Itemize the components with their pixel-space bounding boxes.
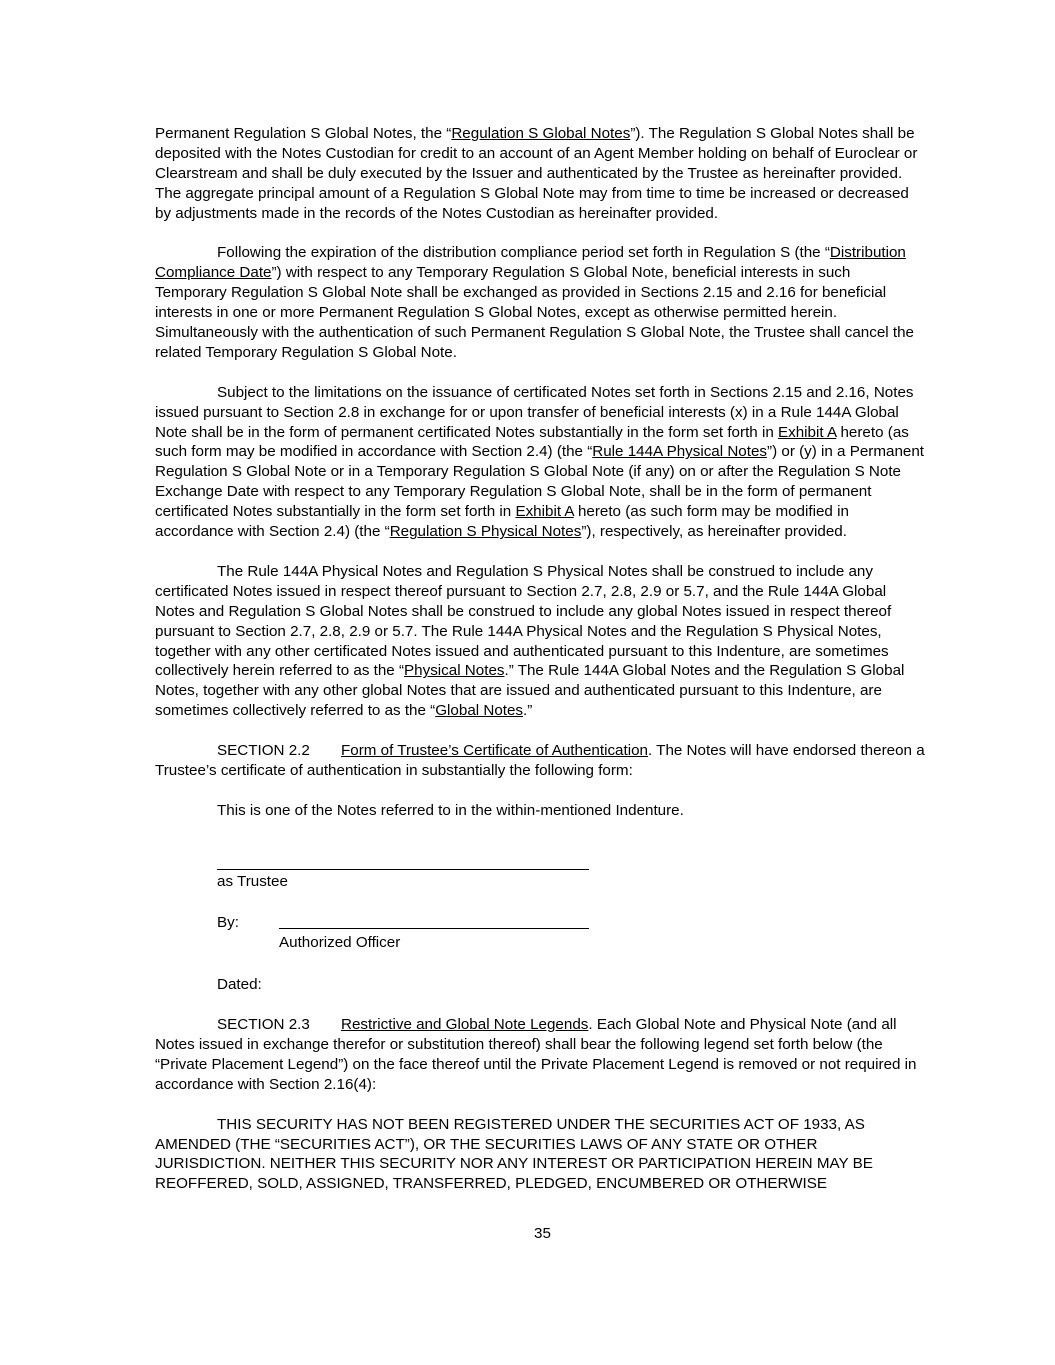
trustee-signature-line: [217, 869, 589, 870]
text-run: Permanent Regulation S Global Notes, the “: [155, 125, 452, 142]
section-number: SECTION 2.3: [217, 1016, 310, 1034]
text-run: . The Notes will have endorsed thereon a Trustee’s certificate of authentication in substantially the following form:: [155, 742, 925, 779]
section-title: Form of Trustee’s Certificate of Authentication: [341, 742, 648, 760]
section-2-3: [155, 1015, 925, 1095]
section-title: Restrictive and Global Note Legends: [341, 1016, 589, 1034]
defined-term-global-notes: Global Notes: [435, 702, 524, 720]
by-signature-row: [217, 913, 925, 933]
text-run: ”). The Regulation S Global Notes shall be deposited with the Notes Custodian for credit to an account of an Agent Member holding on behalf of Euroclear or Clearstream and shall be duly executed by the Issuer and authenticated by the Trustee as hereinafter provided. The aggregate principal amount of a Regulation S Global Note may from time to time be increased or decreased by adjustments made in the records of the Notes Custodian as hereinafter provided.: [155, 125, 918, 222]
document-page: [155, 124, 925, 1194]
spacer: [155, 841, 925, 869]
text-run: Subject to the limitations on the issuance of certificated Notes set forth in Sections 2.15 and 2.16, Notes issued pursuant to Section 2.8 in exchange for or upon transfer of beneficial interests (x) in a Rule 144A Global Note shall be in the form of permanent certificated Notes substantially in the form set forth in: [155, 383, 914, 441]
text-run: Following the expiration of the distribution compliance period set forth in Regulation S (the “: [217, 244, 830, 262]
text-run: hereto (as such form may be modified in accordance with Section 2.4) (the “: [155, 423, 909, 461]
section-2-2: [155, 741, 925, 781]
defined-term-rule-144a-physical-notes: Rule 144A Physical Notes: [592, 443, 768, 461]
page-number: 35: [534, 1225, 551, 1242]
authorized-officer-label: Authorized Officer: [279, 934, 401, 952]
defined-term-physical-notes: Physical Notes: [404, 662, 505, 680]
paragraph-distribution-compliance: [155, 243, 925, 362]
as-trustee-label: as Trustee: [217, 872, 288, 890]
officer-signature-line: [279, 928, 589, 929]
spacer: [155, 891, 925, 913]
certificate-statement: This is one of the Notes referred to in the within-mentioned Indenture.: [217, 801, 684, 819]
paragraph-regulation-s-global-notes: [155, 124, 925, 224]
text-run: .”: [523, 702, 533, 720]
text-run: ”) or (y) in a Permanent Regulation S Global Note or in a Temporary Regulation S Global Note (if any) on or after the Regulation S Note Exchange Date with respect to any Temporary Regulation S Global Note, shall be in the form of permanent certificated Notes substantially in the form set forth in: [155, 443, 925, 521]
defined-term-regulation-s-global-notes: Regulation S Global Notes: [451, 125, 631, 142]
dated-label: Dated:: [217, 976, 262, 994]
by-label: By:: [217, 914, 239, 932]
text-run: .” The Rule 144A Global Notes and the Regulation S Global Notes, together with any other global Notes that are issued and authenticated pursuant to this Indenture, are sometimes collectively referred to as the “: [155, 662, 905, 720]
spacer: [155, 953, 925, 975]
text-run: ”) with respect to any Temporary Regulation S Global Note, beneficial interests in such Temporary Regulation S Global Note shall be exchanged as provided in Sections 2.15 and 2.16 for beneficial interests in one or more Permanent Regulation S Global Notes, except as otherwise permitted herein. Simultaneously with the authentication of such Permanent Regulation S Global Note, the Trustee shall cancel the related Temporary Regulation S Global Note.: [155, 264, 914, 361]
defined-term-distribution-compliance-date: Distribution Compliance Date: [155, 244, 906, 282]
text-run: hereto (as such form may be modified in accordance with Section 2.4) (the “: [155, 503, 849, 541]
text-run: . Each Global Note and Physical Note (and all Notes issued in exchange therefor or substitution thereof) shall bear the following legend set forth below (the “Private Placement Legend”) on the face thereof until the Private Placement Legend is removed or not required in accordance with Section 2.16(4):: [155, 1016, 917, 1093]
section-number: SECTION 2.2: [217, 742, 310, 760]
reference-exhibit-a: Exhibit A: [778, 423, 837, 441]
reference-exhibit-a: Exhibit A: [515, 503, 574, 521]
defined-term-regulation-s-physical-notes: Regulation S Physical Notes: [389, 523, 582, 541]
text-run: ”), respectively, as hereinafter provided.: [581, 523, 847, 541]
paragraph-physical-notes: [155, 562, 925, 721]
private-placement-legend: THIS SECURITY HAS NOT BEEN REGISTERED UNDER THE SECURITIES ACT OF 1933, AS AMENDED (THE “SECURITIES ACT”), OR THE SECURITIES LAWS OF ANY STATE OR OTHER JURISDICTION. NEITHER THIS SECURITY NOR ANY INTEREST OR PARTICIPATION HEREIN MAY BE REOFFERED, SOLD, ASSIGNED, TRANSFERRED, PLEDGED, ENCUMBERED OR OTHERWISE: [155, 1115, 873, 1193]
text-run: The Rule 144A Physical Notes and Regulation S Physical Notes shall be construed to include any certificated Notes issued in respect thereof pursuant to Section 2.7, 2.8, 2.9 or 5.7, and the Rule 144A Global Notes and Regulation S Global Notes shall be construed to include any global Notes issued in respect thereof pursuant to Section 2.7, 2.8, 2.9 or 5.7. The Rule 144A Physical Notes and the Regulation S Physical Notes, together with any other certificated Notes issued and authenticated pursuant to this Indenture, are sometimes collectively herein referred to as the “: [155, 562, 892, 680]
paragraph-certificated-notes: [155, 383, 925, 542]
